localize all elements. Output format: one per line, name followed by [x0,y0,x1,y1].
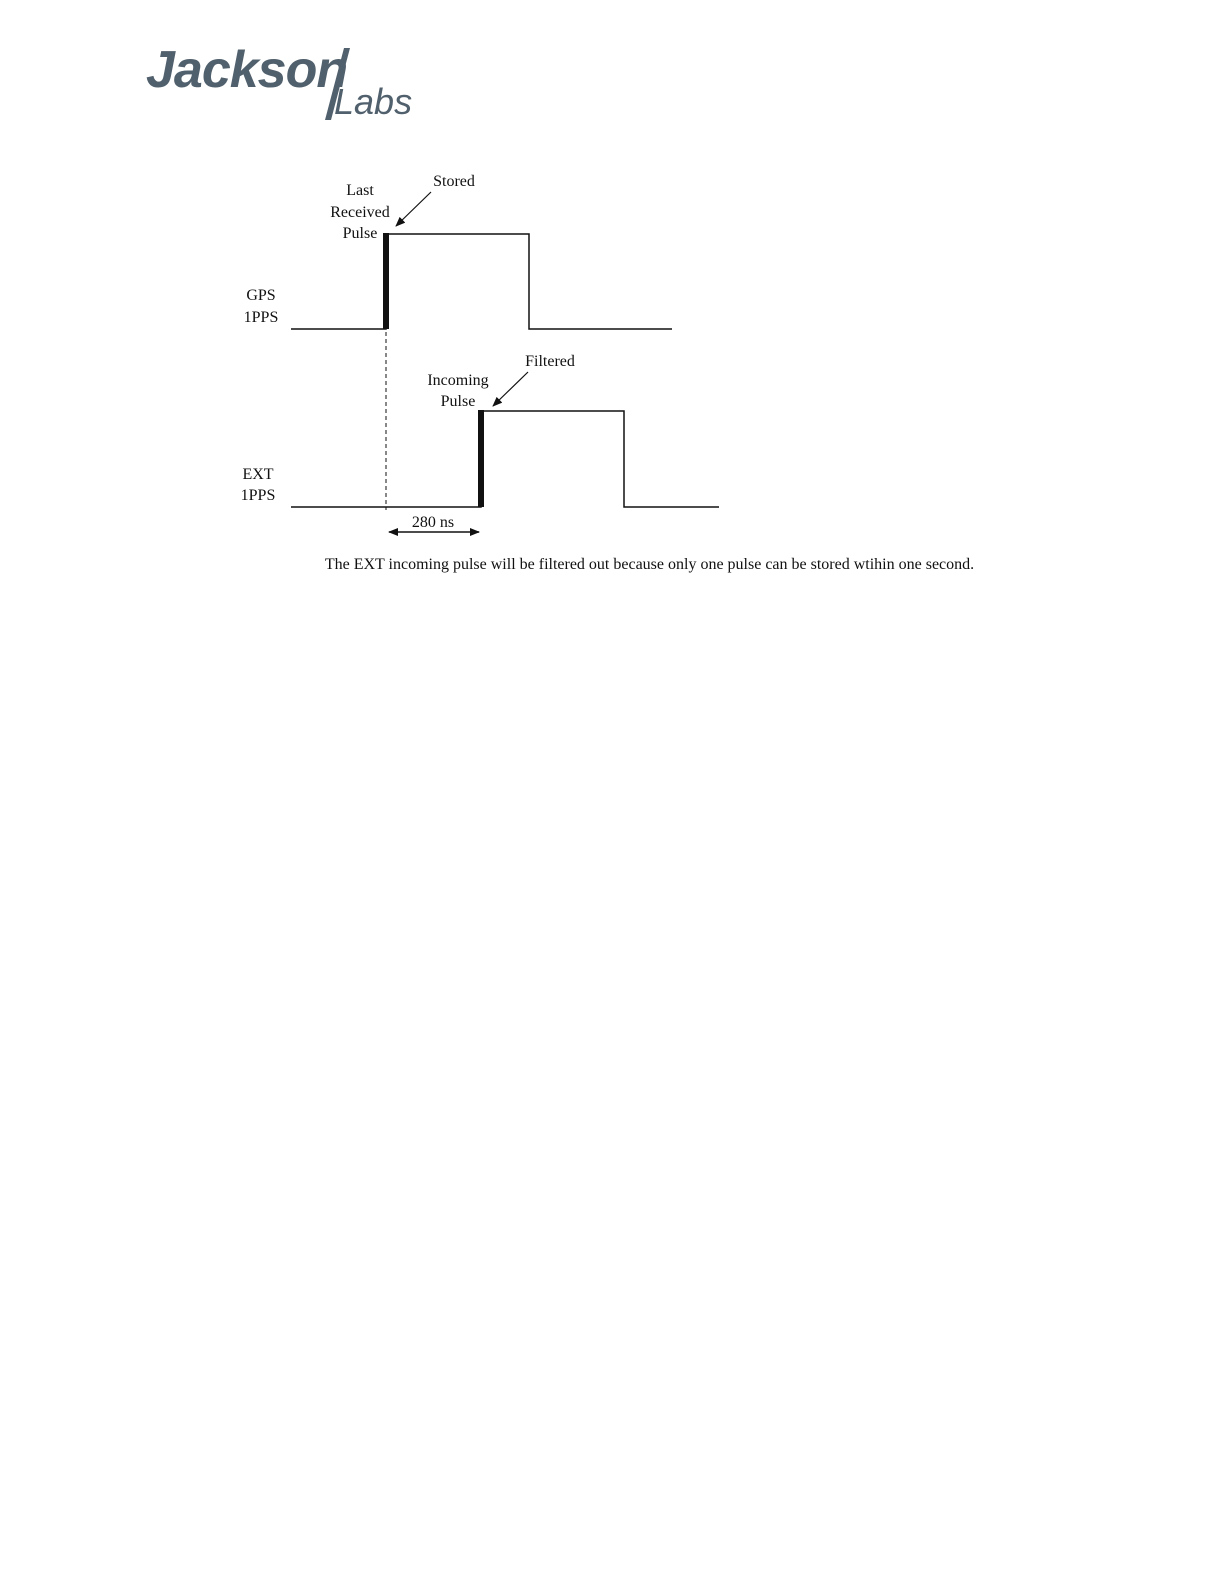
gps-label-line1: GPS [246,287,276,304]
incoming-line1: Incoming [427,372,489,389]
delay-label: 280 ns [411,514,455,531]
gps-label-line2: 1PPS [243,309,279,326]
incoming-line2: Pulse [440,393,476,410]
filtered-arrow [493,372,528,406]
stored-arrow [396,192,431,226]
logo-brand-sub: Labs [334,81,413,122]
logo-brand-main: Jackson [146,41,348,99]
figure-caption: The EXT incoming pulse will be filtered out because only one pulse can be stored wtihin one second. [324,556,975,573]
ext-label-line1: EXT [242,466,274,483]
pulse-timing-diagram [0,0,1224,600]
filtered-label: Filtered [525,353,575,370]
gps-1pps-waveform [291,234,672,329]
last-received-line2: Received [330,204,390,221]
ext-1pps-waveform [291,411,719,507]
last-received-line1: Last [346,182,374,199]
ext-label-line2: 1PPS [240,487,276,504]
stored-label: Stored [433,173,475,190]
last-received-line3: Pulse [342,225,378,242]
